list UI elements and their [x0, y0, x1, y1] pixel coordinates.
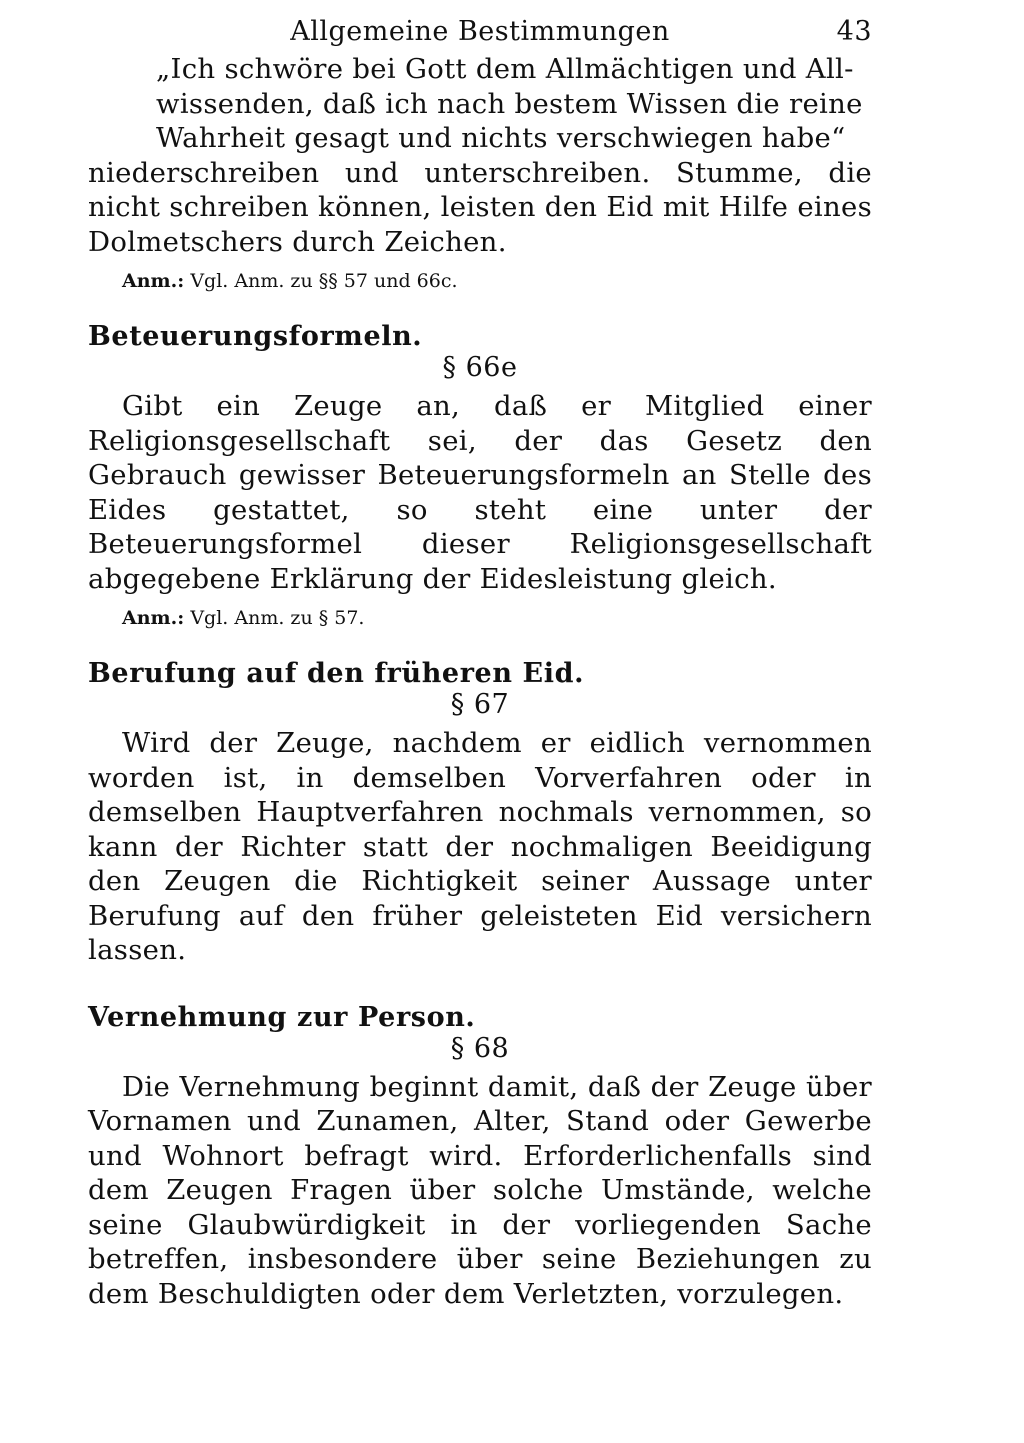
section-number: § 67 [450, 689, 510, 720]
note-text: Vgl. Anm. zu §§ 57 und 66c. [184, 270, 458, 292]
running-title: Allgemeine Bestimmungen [290, 16, 670, 47]
section-66e [88, 321, 872, 630]
intro-note [122, 269, 872, 293]
oath-quote [88, 52, 872, 156]
section-note [122, 606, 872, 630]
running-header [88, 12, 872, 52]
oath-quote-line: „Ich schwöre bei Gott dem Allmächtigen und All- [156, 53, 854, 85]
intro-continuation: niederschreiben und unterschreiben. Stumme, die nicht schreiben können, leisten den Eid mit Hilfe eines Dolmetschers durch Zeichen. [88, 156, 872, 258]
section-67 [88, 658, 872, 968]
section-heading: Vernehmung zur Person. [88, 1001, 476, 1033]
note-text: Vgl. Anm. zu § 57. [184, 607, 365, 629]
section-heading: Berufung auf den früheren Eid. [88, 658, 585, 689]
section-number: § 68 [450, 1032, 510, 1064]
book-page [88, 12, 872, 1311]
note-label: Anm.: [122, 270, 185, 292]
intro-block [88, 52, 872, 293]
oath-quote-line: wissenden, daß ich nach bestem Wissen die reine [156, 87, 863, 120]
note-label: Anm.: [122, 607, 185, 629]
section-68 [88, 1002, 872, 1312]
page-number: 43 [836, 16, 872, 47]
section-heading: Beteuerungsformeln. [88, 321, 423, 352]
section-text: Gibt ein Zeuge an, daß er Mitglied einer Religionsgesellschaft sei, der das Gesetz den Gebrauch gewisser Beteuerungsformeln an Stelle des Eides gestattet, so steht eine unter der Beteuerungsformel dieser Religionsgesellschaft abgegebene Erklärung der Eidesleistung gleich. [88, 390, 872, 595]
section-text: Die Vernehmung beginnt damit, daß der Zeuge über Vornamen und Zunamen, Alter, Stand oder Gewerbe und Wohnort befragt wird. Erforderlichenfalls sind dem Zeugen Fragen über solche Umstände, welche seine Glaubwürdigkeit in der vorliegenden Sache betreffen, insbesondere über seine Beziehungen zu dem Beschuldigten oder dem Verletzten, vorzulegen. [88, 1070, 872, 1310]
oath-quote-line: Wahrheit gesagt und nichts verschwiegen habe“ [156, 122, 846, 154]
section-text: Wird der Zeuge, nachdem er eidlich vernommen worden ist, in demselben Vorverfahren oder in demselben Hauptverfahren nochmals vernommen, so kann der Richter statt der nochmaligen Beeidigung den Zeugen die Richtigkeit seiner Aussage unter Berufung auf den früher geleisteten Eid versichern lassen. [88, 727, 872, 966]
section-number: § 66e [442, 352, 518, 383]
